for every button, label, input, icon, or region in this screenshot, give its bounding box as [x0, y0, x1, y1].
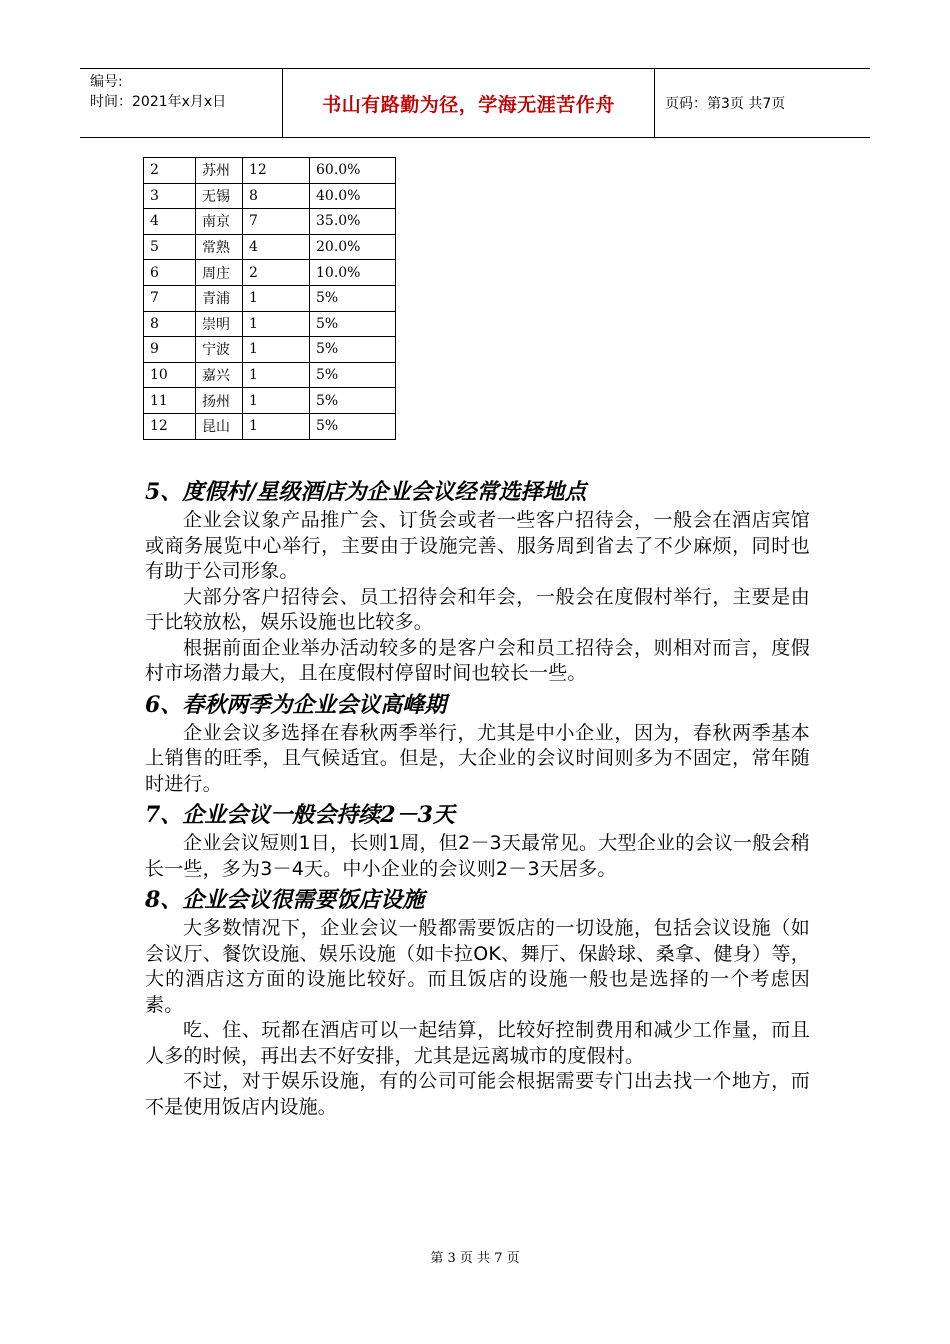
count-cell: 1: [243, 337, 310, 363]
rank-cell: 7: [144, 285, 196, 311]
section-paragraph: 企业会议多选择在春秋两季举行，尤其是中小企业，因为，春秋两季基本上销售的旺季，且气候适宜。但是，大企业的会议时间则多为不固定，常年随时进行。: [145, 721, 810, 795]
city-cell: 苏州: [196, 158, 243, 184]
rank-cell: 11: [144, 388, 196, 414]
section-heading: 7、企业会议一般会持续2－3天: [145, 802, 455, 828]
page-info-text: 页码：第3页 共7页: [665, 96, 786, 112]
city-ranking-table: [143, 157, 396, 440]
percent-cell: 5%: [310, 413, 396, 439]
section-paragraph: 吃、住、玩都在酒店可以一起结算，比较好控制费用和减少工作量，而且人多的时候，再出去不好安排，尤其是远离城市的度假村。: [145, 1019, 810, 1067]
table-row: [144, 260, 396, 286]
percent-cell: 10.0%: [310, 260, 396, 286]
number-label: 编号:: [90, 74, 123, 90]
city-cell: 南京: [196, 209, 243, 235]
header-page-info: [655, 69, 870, 137]
city-cell: 无锡: [196, 183, 243, 209]
count-cell: 1: [243, 388, 310, 414]
rank-cell: 4: [144, 209, 196, 235]
page-footer: [0, 1247, 950, 1266]
table-row: [144, 183, 396, 209]
count-cell: 12: [243, 158, 310, 184]
count-cell: 1: [243, 311, 310, 337]
page-header: [80, 68, 870, 138]
section-paragraph: 大多数情况下，企业会议一般都需要饭店的一切设施，包括会议设施（如会议厅、餐饮设施、娱乐设施（如卡拉OK、舞厅、保龄球、桑拿、健身）等，大的酒店这方面的设施比较好。而且饭店的设施一般也是选择的一个考虑因素。: [145, 917, 810, 1016]
table-row: [144, 311, 396, 337]
section-paragraph: 根据前面企业举办活动较多的是客户会和员工招待会，则相对而言，度假村市场潜力最大，且在度假村停留时间也较长一些。: [145, 636, 810, 684]
table-row: [144, 362, 396, 388]
city-cell: 宁波: [196, 337, 243, 363]
time-label: 时间：2021年x月x日: [90, 94, 227, 110]
section-paragraph: 大部分客户招待会、员工招待会和年会，一般会在度假村举行，主要是由于比较放松，娱乐设施也比较多。: [145, 585, 810, 633]
count-cell: 1: [243, 285, 310, 311]
count-cell: 1: [243, 362, 310, 388]
rank-cell: 2: [144, 158, 196, 184]
motto-text: 书山有路勤为径，学海无涯苦作舟: [322, 93, 615, 116]
rank-cell: 12: [144, 413, 196, 439]
header-meta: [80, 69, 283, 137]
count-cell: 2: [243, 260, 310, 286]
percent-cell: 5%: [310, 388, 396, 414]
rank-cell: 3: [144, 183, 196, 209]
rank-cell: 6: [144, 260, 196, 286]
percent-cell: 20.0%: [310, 234, 396, 260]
city-ranking-table-body: [144, 158, 396, 440]
count-cell: 1: [243, 413, 310, 439]
city-cell: 崇明: [196, 311, 243, 337]
city-cell: 昆山: [196, 413, 243, 439]
header-motto-cell: [283, 69, 655, 137]
table-row: [144, 413, 396, 439]
document-body: [145, 474, 810, 1120]
section-heading: 8、企业会议很需要饭店设施: [145, 887, 425, 913]
table-row: [144, 158, 396, 184]
rank-cell: 5: [144, 234, 196, 260]
table-row: [144, 285, 396, 311]
table-row: [144, 337, 396, 363]
footer-page-number: 第 3 页 共 7 页: [430, 1251, 520, 1266]
percent-cell: 5%: [310, 362, 396, 388]
count-cell: 8: [243, 183, 310, 209]
rank-cell: 8: [144, 311, 196, 337]
percent-cell: 40.0%: [310, 183, 396, 209]
table-row: [144, 388, 396, 414]
section-paragraph: 企业会议短则1日，长则1周，但2－3天最常见。大型企业的会议一般会稍长一些，多为3－4天。中小企业的会议则2－3天居多。: [145, 832, 810, 880]
count-cell: 7: [243, 209, 310, 235]
table-row: [144, 209, 396, 235]
city-cell: 常熟: [196, 234, 243, 260]
city-cell: 扬州: [196, 388, 243, 414]
city-cell: 嘉兴: [196, 362, 243, 388]
count-cell: 4: [243, 234, 310, 260]
percent-cell: 60.0%: [310, 158, 396, 184]
percent-cell: 5%: [310, 311, 396, 337]
rank-cell: 9: [144, 337, 196, 363]
city-cell: 周庄: [196, 260, 243, 286]
percent-cell: 35.0%: [310, 209, 396, 235]
percent-cell: 5%: [310, 337, 396, 363]
percent-cell: 5%: [310, 285, 396, 311]
section-paragraph: 企业会议象产品推广会、订货会或者一些客户招待会，一般会在酒店宾馆或商务展览中心举行，主要由于设施完善、服务周到省去了不少麻烦，同时也有助于公司形象。: [145, 509, 810, 582]
section-heading: 5、度假村/星级酒店为企业会议经常选择地点: [145, 479, 587, 505]
city-cell: 青浦: [196, 285, 243, 311]
section-heading: 6、春秋两季为企业会议高峰期: [145, 691, 447, 718]
table-row: [144, 234, 396, 260]
section-paragraph: 不过，对于娱乐设施，有的公司可能会根据需要专门出去找一个地方，而不是使用饭店内设施。: [145, 1070, 810, 1118]
rank-cell: 10: [144, 362, 196, 388]
